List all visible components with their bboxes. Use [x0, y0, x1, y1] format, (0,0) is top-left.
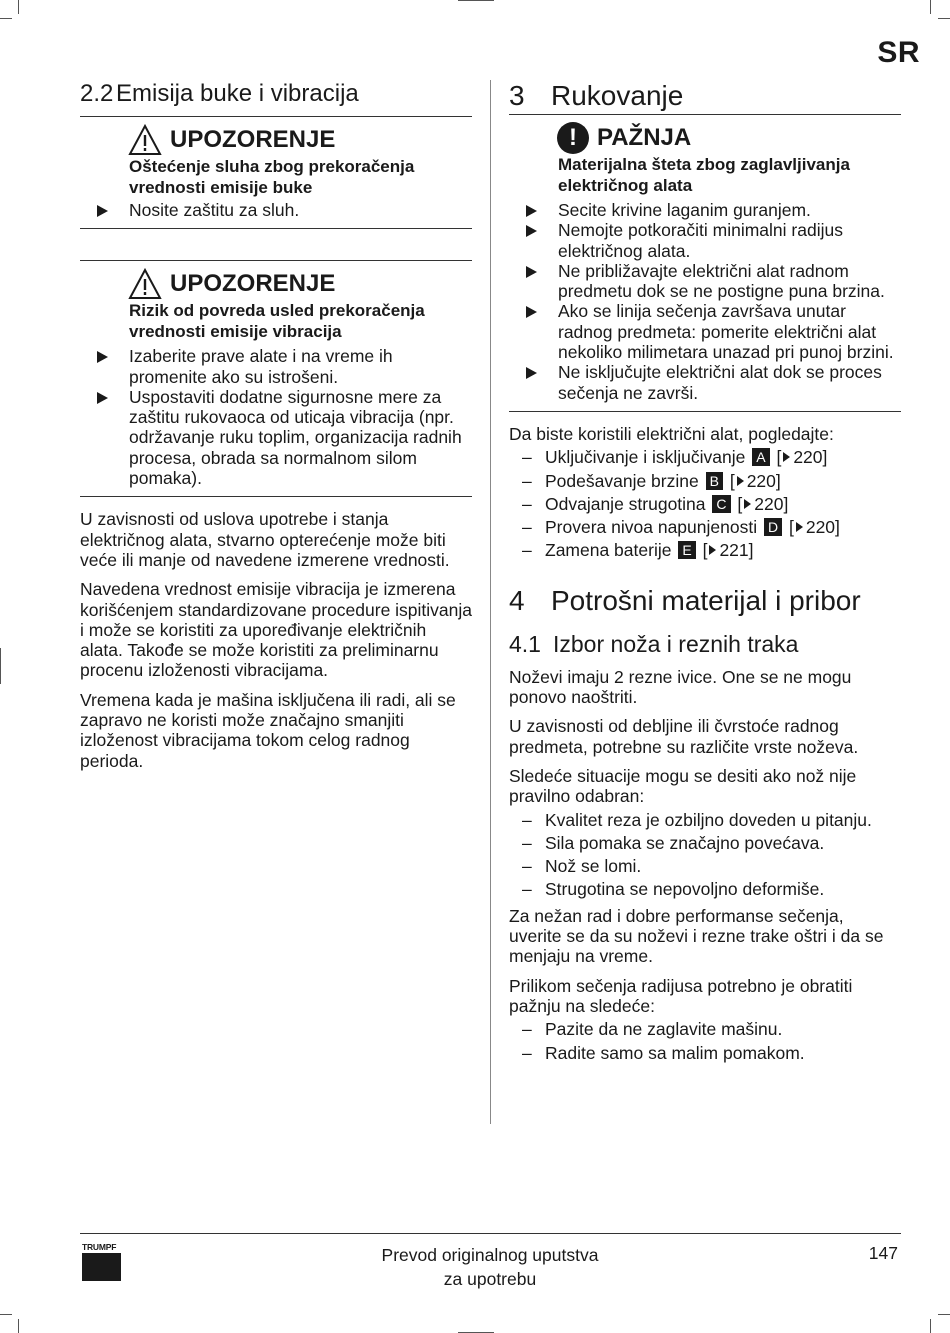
section-number: 4.1 [509, 630, 541, 657]
list-item: – Radite samo sa malim pomakom. [522, 1042, 805, 1063]
step-item [509, 301, 901, 362]
step-item [509, 362, 901, 403]
step-arrow-icon [97, 392, 108, 404]
warning-box-noise [80, 117, 472, 229]
crop-mark [0, 1314, 12, 1315]
section-heading-4 [509, 583, 901, 619]
figure-badge: C [712, 495, 730, 513]
figure-badge: D [764, 518, 782, 536]
column-divider [490, 80, 491, 1124]
usage-item-text: Podešavanje brzine [545, 470, 699, 491]
section-heading-4-1 [509, 629, 901, 659]
section-heading-3 [509, 78, 901, 115]
step-arrow-icon [526, 367, 537, 379]
list-item-text: Pazite da ne zaglavite mašinu. [545, 1019, 783, 1040]
step-item [80, 387, 472, 488]
step-arrow-icon [97, 351, 108, 363]
warning-title: UPOZORENJE [170, 126, 336, 153]
section-number: 4 [509, 584, 525, 616]
page-reference[interactable]: [ 220] [776, 447, 828, 468]
warning-steps [80, 346, 472, 488]
usage-item: – Odvajanje strugotina C [ 220] [522, 493, 789, 514]
paragraph: U zavisnosti od uslova upotrebe i stanja električnog alata, stvarno opterećenje može biti veće ili manje od navedene izmerene vrednosti. [80, 509, 450, 570]
step-item [509, 200, 901, 220]
crop-mark [930, 1319, 931, 1333]
crop-mark [938, 1314, 950, 1315]
warning-box-vibration [80, 260, 472, 497]
logo-wordmark: TRUMPF [82, 1242, 117, 1252]
list-item-text: Strugotina se nepovoljno deformiše. [545, 879, 825, 900]
reference-page: 220 [805, 517, 836, 538]
warning-title: UPOZORENJE [170, 270, 336, 298]
list-item-text: Sila pomaka se značajno povećava. [545, 832, 825, 853]
exclamation-icon: ! [557, 122, 589, 154]
paragraph: Za nežan rad i dobre performanse sečenja, uverite se da su noževi i rezne trake oštri i da se menjaju na vreme. [509, 905, 884, 967]
usage-item-text: Provera nivoa napunjenosti [545, 517, 758, 538]
usage-item: – Uključivanje i isključivanje A [ 220] [522, 447, 828, 468]
crop-mark [458, 0, 494, 1]
right-column [509, 78, 901, 1065]
step-arrow-icon [526, 205, 537, 217]
paragraph: Sledeće situacije mogu se desiti ako nož nije pravilno odabran: [509, 765, 857, 807]
section-title: Potrošni materijal i pribor [551, 584, 861, 616]
page-reference[interactable]: [ 221] [702, 540, 754, 561]
footer-document-title [340, 1243, 640, 1291]
step-item [80, 346, 472, 387]
step-text: Izaberite prave alate i na vreme ih promenite ako su istrošeni. [129, 346, 393, 387]
step-text: Nemojte potkoračiti minimalni radijus električnog alata. [558, 220, 843, 261]
list-item: – Pazite da ne zaglavite mašinu. [522, 1019, 783, 1040]
reference-page: 220 [793, 447, 823, 468]
footer-line-2: za upotrebu [443, 1269, 537, 1289]
reference-page: 221 [719, 540, 749, 561]
list-item: – Nož se lomi. [522, 856, 642, 877]
crop-mark [0, 648, 1, 684]
reference-arrow-icon [744, 499, 751, 509]
footer-line-1: Prevod originalnog uputstva [381, 1245, 599, 1265]
step-item [80, 200, 472, 220]
warning-steps [80, 200, 472, 220]
section-heading-2-2 [80, 78, 472, 117]
usage-item: – Podešavanje brzine B [ 220] [522, 470, 781, 491]
warning-subtitle: Rizik od povreda usled prekoračenja vrednosti emisije vibracija [129, 301, 425, 341]
step-text: Ne približavajte električni alat radnom predmetu dok se ne postigne puna brzina. [558, 260, 885, 302]
figure-badge: E [678, 541, 695, 559]
left-column [80, 78, 472, 771]
step-item [509, 220, 901, 261]
usage-item: – Zamena baterije E [ 221] [522, 540, 754, 561]
step-arrow-icon [97, 205, 108, 217]
section-number: 2.2 [80, 80, 114, 107]
reference-page: 220 [754, 493, 784, 514]
usage-reference-list [509, 446, 901, 562]
usage-item-text: Uključivanje i isključivanje [545, 447, 746, 468]
situation-list [509, 810, 901, 900]
section-title: Emisija buke i vibracija [116, 80, 359, 107]
step-item [509, 261, 901, 302]
figure-badge: A [752, 448, 769, 466]
step-arrow-icon [526, 306, 537, 318]
notice-header [509, 121, 901, 155]
list-item: – Strugotina se nepovoljno deformiše. [522, 879, 825, 900]
reference-arrow-icon [783, 452, 790, 462]
usage-item: – Provera nivoa napunjenosti D [ 220] [522, 517, 840, 538]
step-text: Secite krivine laganim guranjem. [558, 200, 811, 220]
figure-badge: B [706, 472, 723, 490]
section-title: Rukovanje [551, 80, 684, 111]
crop-mark [930, 0, 931, 14]
step-arrow-icon [526, 225, 537, 237]
footer-divider [80, 1233, 901, 1234]
list-item-text: Kvalitet reza je ozbiljno doveden u pitanju. [545, 809, 872, 830]
paragraph: Noževi imaju 2 rezne ivice. One se ne mogu ponovo naoštriti. [509, 666, 852, 708]
usage-item-text: Odvajanje strugotina [545, 493, 706, 514]
crop-mark [938, 18, 950, 19]
list-item-text: Radite samo sa malim pomakom. [545, 1042, 805, 1063]
paragraph: U zavisnosti od debljine ili čvrstoće radnog predmeta, potrebne su različite vrste noževa. [509, 716, 859, 757]
crop-mark [18, 0, 19, 14]
reference-arrow-icon [709, 545, 716, 555]
step-text: Uspostaviti dodatne sigurnosne mere za zaštitu rukovaoca od uticaja vibracija (npr. održavanje ruku toplim, organizacija radnih procesa, obrada sa normalnom silom pomaka). [129, 386, 462, 489]
page-reference[interactable]: [ 220] [729, 470, 781, 491]
list-item: – Sila pomaka se značajno povećava. [522, 832, 825, 853]
notice-title: PAŽNJA [597, 124, 692, 151]
trumpf-logo [82, 1243, 122, 1281]
step-arrow-icon [526, 266, 537, 278]
paragraph: Vremena kada je mašina isključena ili radi, ali se zapravo ne koristi može značajno smanjiti izloženost vibracijama tokom celog radnog perioda. [80, 689, 456, 771]
notice-box [509, 115, 901, 412]
warning-header [80, 123, 472, 157]
warning-triangle-icon [128, 268, 162, 300]
step-text: Ako se linija sečenja završava unutar radnog predmeta: pomerite električni alat nekoliko milimetara unazad pri punoj brzini. [558, 301, 894, 363]
notice-subtitle: Materijalna šteta zbog zaglavljivanja električnog alata [558, 155, 850, 195]
step-text: Nosite zaštitu za sluh. [129, 200, 300, 220]
warning-triangle-icon [128, 124, 162, 156]
notice-steps [509, 200, 901, 403]
radius-list [509, 1018, 901, 1065]
step-text: Ne isključujte električni alat dok se proces sečenja ne završi. [558, 362, 882, 403]
list-item: – Kvalitet reza je ozbiljno doveden u pitanju. [522, 809, 872, 830]
logo-block [82, 1253, 121, 1281]
page-reference[interactable]: [ 220] [737, 493, 789, 514]
warning-header [80, 267, 472, 301]
language-code: SR [877, 36, 920, 69]
crop-mark [18, 1319, 19, 1333]
paragraph: Navedena vrednost emisije vibracija je izmerena korišćenjem standardizovane procedure ispitivanja i može se koristiti za upoređivanje električnih alata. Takođe se može koristiti za preliminarnu procenu izloženosti vibracijama. [80, 579, 473, 681]
usage-intro: Da biste koristili električni alat, pogledajte: [509, 423, 834, 444]
reference-arrow-icon [737, 476, 744, 486]
usage-item-text: Zamena baterije [545, 540, 672, 561]
reference-page: 220 [746, 470, 776, 491]
page-reference[interactable]: [ 220] [788, 517, 840, 538]
page-number: 147 [868, 1243, 898, 1263]
section-number: 3 [509, 80, 525, 111]
list-item-text: Nož se lomi. [545, 856, 642, 877]
reference-arrow-icon [796, 522, 803, 532]
paragraph: Prilikom sečenja radijusa potrebno je obratiti pažnju na sledeće: [509, 975, 853, 1016]
section-title: Izbor noža i reznih traka [553, 630, 799, 657]
crop-mark [0, 18, 12, 19]
warning-subtitle: Oštećenje sluha zbog prekoračenja vrednosti emisije buke [129, 157, 415, 197]
